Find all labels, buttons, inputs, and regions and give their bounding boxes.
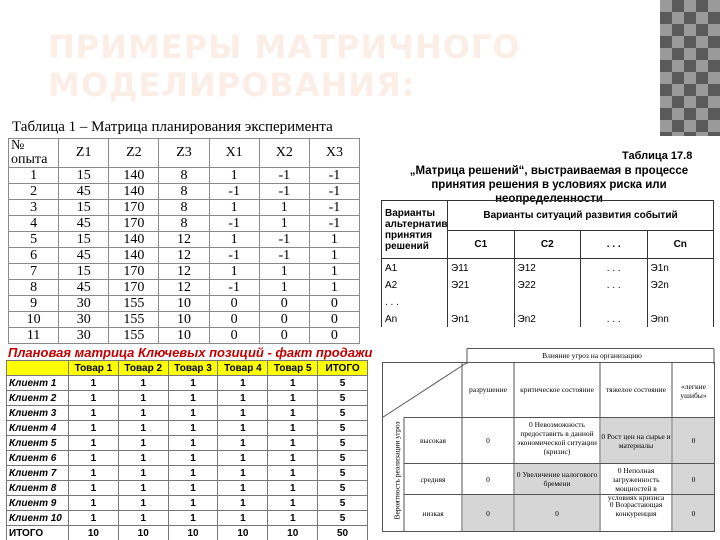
plan-matrix-cell: 1 [268,406,318,421]
plan-matrix-cell: 1 [69,466,119,481]
title-line-2: МОДЕЛИРОВАНИЯ: [48,66,416,104]
threat-col-header: разрушение [469,385,507,394]
plan-matrix-cell: Клиент 9 [7,496,69,511]
plan-matrix-cell: 1 [118,466,168,481]
plan-matrix-cell: 1 [118,406,168,421]
table1-header-cell: X1 [209,139,259,168]
decision-matrix-cell: Э21 [448,276,515,293]
plan-matrix-cell: ИТОГО [7,526,69,540]
threat-cell: 0 Увеличение налогового бремени [516,470,598,488]
plan-matrix-row [7,421,368,436]
threat-cell: 0 [691,509,696,518]
decision-matrix-cell: Э22 [514,276,581,293]
table1-cell: 10 [159,312,209,328]
plan-matrix-cell: 5 [318,421,368,436]
plan-matrix-cell: 1 [218,466,268,481]
plan-matrix-cell: 1 [69,391,119,406]
table1-header-cell: Z1 [59,139,109,168]
plan-matrix-cell: 1 [69,436,119,451]
table1-cell: 2 [9,184,59,200]
table1-cell: 10 [159,328,209,344]
plan-matrix-cell: 1 [69,481,119,496]
table1-cell: 30 [59,328,109,344]
threat-cell: 0 [691,475,696,484]
plan-matrix-cell: 1 [218,406,268,421]
decision-matrix-cell: Э2n [647,276,714,293]
plan-matrix-cell: 1 [268,421,318,436]
plan-matrix-cell: 1 [118,451,168,466]
table1-cell: 155 [109,312,159,328]
plan-matrix-cell: 5 [318,376,368,391]
plan-matrix-header-cell: Товар 5 [268,361,318,376]
plan-matrix-row [7,436,368,451]
plan-matrix-cell: 1 [268,376,318,391]
plan-matrix-cell: 1 [118,496,168,511]
plan-matrix-cell: 5 [318,511,368,526]
decision-matrix-col-header: C1 [448,231,515,259]
table1-cell: -1 [259,248,309,264]
table1-cell: 1 [259,200,309,216]
threat-col-header: критическое состояние [520,385,594,394]
plan-matrix-cell: 10 [118,526,168,540]
plan-matrix-cell: 1 [168,481,218,496]
table1-cell: -1 [309,184,359,200]
plan-matrix-cell: 1 [69,406,119,421]
plan-matrix-cell: 1 [268,481,318,496]
threat-cell: 0 Рост цен на сырье и материалы [601,432,671,450]
plan-matrix-header-row [7,361,368,376]
plan-matrix-cell: 1 [168,436,218,451]
table1-cell: 45 [59,280,109,296]
table1-cell: 15 [59,168,109,184]
table1-cell: 15 [59,232,109,248]
plan-matrix-cell: 50 [318,526,368,540]
table1-cell: 45 [59,184,109,200]
table1-header-cell: X3 [309,139,359,168]
experiment-planning-table [8,138,360,344]
threat-cell: 0 [486,475,490,484]
table1-cell: 30 [59,296,109,312]
decision-matrix-col-header: Cn [647,231,714,259]
plan-matrix-cell: 1 [69,511,119,526]
threat-row-label: средняя [420,475,446,484]
table1-cell: 8 [159,200,209,216]
table178-title: „Матрица решений“, выстраиваемая в процессе принятия решения в условиях риска или неопределенности [409,165,689,205]
plan-matrix-cell: 1 [218,481,268,496]
table1-cell: 11 [9,328,59,344]
decision-matrix-cell [581,293,648,310]
plan-matrix-cell: 1 [268,436,318,451]
plan-matrix-cell: 1 [218,421,268,436]
table1-cell: -1 [259,184,309,200]
table1-cell: 12 [159,232,209,248]
decision-matrix-alt: A1 [382,259,448,276]
table1-cell: 15 [59,200,109,216]
table1-cell: 1 [259,216,309,232]
table1-cell: 3 [9,200,59,216]
decision-matrix-row [382,276,714,293]
threat-cell: 0 Неполная загруженность мощностей в условиях кризиса [607,466,665,502]
decision-matrix-cell: . . . [581,276,648,293]
table1-cell: 8 [159,168,209,184]
plan-matrix-cell: 10 [69,526,119,540]
table1-cell: 8 [9,280,59,296]
plan-matrix-cell: 1 [118,376,168,391]
plan-matrix-cell: 5 [318,406,368,421]
plan-matrix-cell: 10 [168,526,218,540]
plan-matrix-cell: 10 [268,526,318,540]
plan-matrix-cell: 1 [168,496,218,511]
plan-matrix-row [7,496,368,511]
plan-matrix-cell: 1 [268,466,318,481]
plan-matrix-cell: 1 [69,421,119,436]
table1-cell: 0 [259,312,309,328]
table1-cell: 155 [109,328,159,344]
plan-matrix-cell: 1 [69,451,119,466]
checker-decoration [660,0,720,136]
table1-cell: 170 [109,280,159,296]
table1-cell: 6 [9,248,59,264]
table1-cell: 7 [9,264,59,280]
table1-header-cell: X2 [259,139,309,168]
table1-cell: 0 [209,312,259,328]
plan-matrix-cell: 5 [318,496,368,511]
table1-cell: 155 [109,296,159,312]
table1-row [9,280,360,296]
table1-cell: -1 [209,216,259,232]
plan-matrix-header-cell: Товар 4 [218,361,268,376]
threat-col-header: тяжелое состояние [605,385,666,394]
plan-matrix-cell: 1 [118,391,168,406]
table1-cell: 45 [59,216,109,232]
table1-row [9,232,360,248]
table1-cell: -1 [209,248,259,264]
table1-cell: 0 [309,328,359,344]
table1-cell: 1 [309,264,359,280]
decision-matrix-row [382,310,714,327]
plan-matrix-header-cell [7,361,69,376]
table1-header-cell: Z2 [109,139,159,168]
table1-cell: 9 [9,296,59,312]
decision-matrix-table [381,200,714,327]
table1-row [9,328,360,344]
plan-matrix-cell: 1 [69,496,119,511]
table1-cell: 0 [209,328,259,344]
plan-matrix-cell: 5 [318,391,368,406]
plan-matrix-row [7,466,368,481]
table1-row [9,168,360,184]
table1-cell: 4 [9,216,59,232]
plan-matrix-cell: 1 [118,421,168,436]
plan-matrix-cell: 1 [268,391,318,406]
table1-cell: 1 [9,168,59,184]
table1-row [9,312,360,328]
plan-matrix-cell: 1 [168,466,218,481]
table1-cell: -1 [309,168,359,184]
table1-cell: 10 [159,296,209,312]
plan-matrix-cell: Клиент 7 [7,466,69,481]
plan-matrix-cell: 1 [218,496,268,511]
table1-cell: 30 [59,312,109,328]
plan-matrix-cell: 1 [218,511,268,526]
decision-matrix-situations: Варианты ситуаций развития событий [448,201,714,231]
plan-matrix-row [7,451,368,466]
table1-cell: 170 [109,264,159,280]
plan-matrix-header-cell: Товар 1 [69,361,119,376]
plan-matrix-header-cell: Товар 2 [118,361,168,376]
decision-matrix-cell [448,293,515,310]
table1-cell: 12 [159,248,209,264]
threat-matrix-header: Влияние угроз на организацию [542,351,642,360]
plan-matrix-cell: 5 [318,466,368,481]
plan-matrix-cell: 5 [318,436,368,451]
plan-matrix-cell: 1 [218,451,268,466]
table1-row [9,296,360,312]
threat-cell: 0 [555,509,559,518]
plan-matrix-row [7,511,368,526]
plan-matrix-cell: 1 [268,511,318,526]
threat-row-label: высокая [420,436,446,445]
plan-matrix-cell: 1 [218,391,268,406]
table1-cell: 5 [9,232,59,248]
table1-cell: 12 [159,264,209,280]
decision-matrix-cell: Э12 [514,259,581,276]
table1-cell: 0 [259,296,309,312]
plan-matrix-row [7,391,368,406]
threat-matrix-side-label: Вероятность реализации угроз [392,421,402,520]
table1-cell: 1 [209,200,259,216]
table1-cell: 1 [309,248,359,264]
table1-cell: 170 [109,200,159,216]
plan-matrix-cell: 1 [69,376,119,391]
plan-matrix-cell: 1 [168,376,218,391]
decision-matrix-col-header: C2 [514,231,581,259]
plan-matrix-row [7,481,368,496]
plan-matrix-cell: 1 [268,496,318,511]
table1-cell: 1 [209,168,259,184]
plan-matrix-cell: 1 [168,391,218,406]
table1-cell: -1 [309,200,359,216]
table1-row [9,184,360,200]
table1-cell: 0 [209,296,259,312]
table1-caption: Таблица 1 – Матрица планирования эксперимента [12,119,333,135]
table1-cell: -1 [259,232,309,248]
plan-matrix-cell: Клиент 10 [7,511,69,526]
table1-cell: 140 [109,184,159,200]
plan-matrix-cell: 1 [118,436,168,451]
slide-title [48,28,608,104]
plan-matrix-cell: 5 [318,451,368,466]
table1-header-cell: № опыта [9,139,59,168]
plan-matrix-cell: Клиент 8 [7,481,69,496]
decision-matrix-cell: . . . [581,310,648,327]
plan-matrix-cell: 1 [218,376,268,391]
table1-cell: 12 [159,280,209,296]
plan-matrix-row [7,376,368,391]
table1-cell: 8 [159,216,209,232]
plan-matrix-header-cell: ИТОГО [318,361,368,376]
table1-cell: 0 [309,312,359,328]
plan-matrix-table [6,360,368,540]
table1-cell: 1 [209,264,259,280]
decision-matrix-cell: Эn1 [448,310,515,327]
table1-cell: 10 [9,312,59,328]
table1-cell: 1 [259,264,309,280]
plan-matrix-cell: Клиент 1 [7,376,69,391]
plan-matrix-cell: 1 [268,451,318,466]
decision-matrix-cell: Эn2 [514,310,581,327]
plan-matrix-caption: Плановая матрица Ключевых позиций - факт продажи [8,345,373,360]
table1-cell: 0 [259,328,309,344]
decision-matrix-cell: Э1n [647,259,714,276]
table1-cell: -1 [209,184,259,200]
decision-matrix-corner: Варианты альтернатив принятия решений [382,201,448,259]
table1-cell: 1 [209,232,259,248]
decision-matrix-cell [647,293,714,310]
decision-matrix-alt: . . . [382,293,448,310]
threat-row-label: низкая [422,509,444,518]
threat-cell: 0 [486,509,490,518]
table1-cell: 45 [59,248,109,264]
plan-matrix-cell: 10 [218,526,268,540]
plan-matrix-cell: 1 [168,421,218,436]
plan-matrix-cell: Клиент 4 [7,421,69,436]
plan-matrix-cell: Клиент 5 [7,436,69,451]
table1-cell: 1 [309,280,359,296]
table1-row [9,248,360,264]
table1-cell: 1 [309,232,359,248]
plan-matrix-cell: Клиент 3 [7,406,69,421]
table1-cell: -1 [209,280,259,296]
decision-matrix-row [382,259,714,276]
table1-cell: 170 [109,216,159,232]
table1-row [9,200,360,216]
decision-matrix-row [382,293,714,310]
threat-matrix [382,342,715,532]
table1-cell: 15 [59,264,109,280]
table178-label: Таблица 17.8 [622,150,693,162]
threat-cell: 0 Невозможность предоставить в данной экономической ситуации (кризис) [517,420,597,456]
decision-matrix-cell: Эnn [647,310,714,327]
plan-matrix-row [7,406,368,421]
decision-matrix-cell: Э11 [448,259,515,276]
plan-matrix-cell: 1 [168,511,218,526]
table1-cell: 8 [159,184,209,200]
plan-matrix-cell: 1 [168,451,218,466]
plan-matrix-row [7,526,368,540]
table1-cell: 0 [309,296,359,312]
table1-header-cell: Z3 [159,139,209,168]
plan-matrix-cell: 1 [168,406,218,421]
decision-matrix-cell [514,293,581,310]
table1-row [9,264,360,280]
threat-cell: 0 [691,436,696,445]
decision-matrix-cell: . . . [581,259,648,276]
table1-cell: -1 [309,216,359,232]
plan-matrix-cell: 1 [118,481,168,496]
table1-row [9,216,360,232]
plan-matrix-cell: Клиент 2 [7,391,69,406]
threat-col-header: «легкие ушибы» [680,382,707,400]
plan-matrix-cell: 1 [118,511,168,526]
plan-matrix-cell: 1 [218,436,268,451]
table1-cell: 140 [109,232,159,248]
table1-header-row [9,139,360,168]
table1-cell: 140 [109,168,159,184]
decision-matrix-col-header: . . . [581,231,648,259]
title-line-1: ПРИМЕРЫ МАТРИЧНОГО [48,28,521,66]
decision-matrix-alt: A2 [382,276,448,293]
plan-matrix-header-cell: Товар 3 [168,361,218,376]
plan-matrix-cell: Клиент 6 [7,451,69,466]
decision-matrix-alt: An [382,310,448,327]
threat-cell: 0 [486,436,490,445]
table1-cell: 1 [259,280,309,296]
plan-matrix-cell: 5 [318,481,368,496]
threat-cell: 0 Возрастающая конкуренция [609,500,663,518]
table1-cell: -1 [259,168,309,184]
table1-cell: 140 [109,248,159,264]
